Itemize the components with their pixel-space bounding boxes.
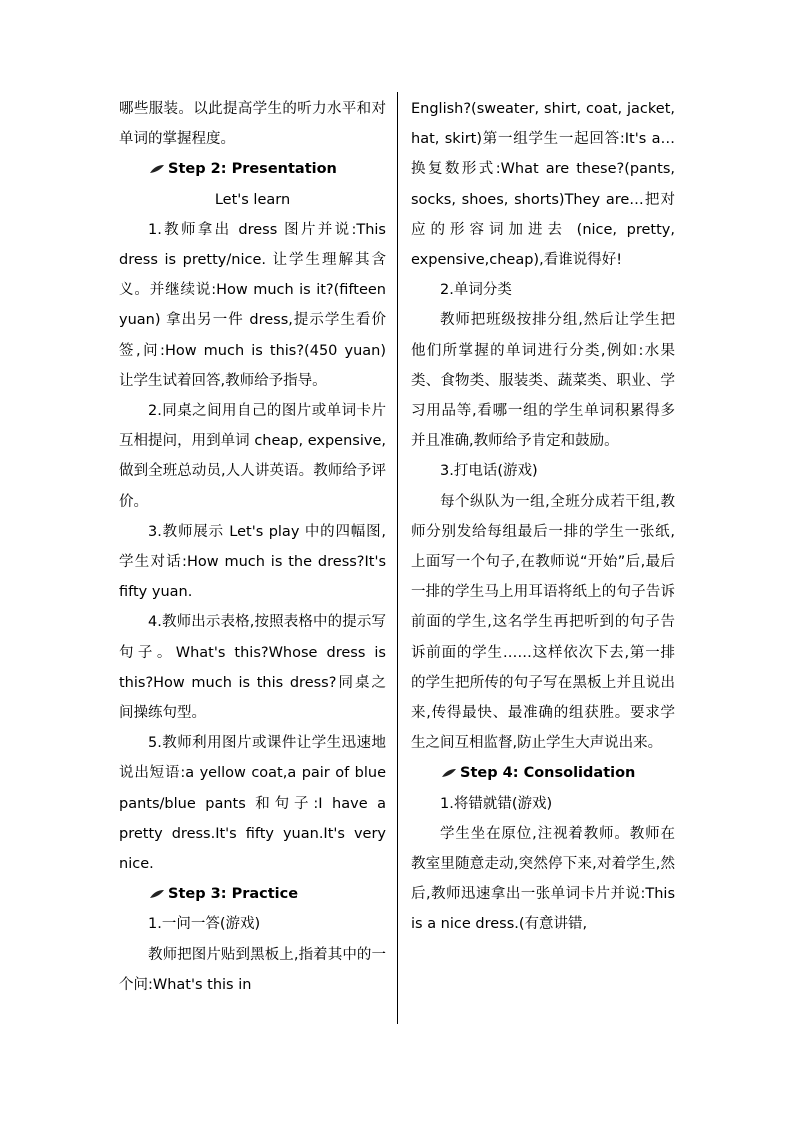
paragraph: 教师把班级按排分组,然后让学生把他们所掌握的单词进行分类,例如:水果类、食物类、服装类、蔬菜类、职业、学习用品等,看哪一组的学生单词积累得多并且准确,教师给予肯定和鼓励。 (411, 312, 675, 450)
paragraph: 5.教师利用图片或课件让学生迅速地说出短语:a yellow coat,a pair of blue pants/blue pants 和句子:I have a pretty dress.It's fifty yuan.It's very nice. (119, 735, 386, 873)
leaf-icon (149, 164, 165, 174)
leaf-icon (149, 889, 165, 899)
paragraph: 3.打电话(游戏) (440, 463, 538, 480)
step4-title: Step 4: Consolidation (460, 765, 636, 782)
paragraph: English?(sweater, shirt, coat, jacket, hat, skirt)第一组学生一起回答:It's a…换复数形式:What are these?(pants, socks, shoes, shorts)They are…把对应的形容词加进去 (nice, pretty, expensive,cheap),看谁说得好! (411, 101, 675, 269)
paragraph: 2.单词分类 (440, 282, 512, 299)
step-heading (119, 879, 386, 909)
column-divider (397, 92, 398, 1024)
right-column (411, 94, 675, 940)
paragraph: 每个纵队为一组,全班分成若干组,教师分别发给每组最后一排的学生一张纸,上面写一个句子,在教师说“开始”后,最后一排的学生马上用耳语将纸上的句子告诉前面的学生,这名学生再把听到的句子告诉前面的学生……这样依次下去,第一排的学生把所传的句子写在黑板上并且说出来,传得最快、最准确的组获胜。要求学生之间互相监督,防止学生大声说出来。 (411, 493, 675, 752)
step-heading (119, 154, 386, 184)
paragraph: 哪些服装。以此提高学生的听力水平和对单词的掌握程度。 (119, 101, 386, 148)
paragraph: 1.教师拿出 dress 图片并说:This dress is pretty/nice. 让学生理解其含义。并继续说:How much is it?(fifteen yuan) 拿出另一件 dress,提示学生看价签,问:How much is this?(450 yuan) 让学生试着回答,教师给予指导。 (119, 221, 386, 389)
paragraph: 3.教师展示 Let's play 中的四幅图,学生对话:How much is the dress?It's fifty yuan. (119, 523, 386, 601)
paragraph: 1.将错就错(游戏) (440, 795, 553, 812)
paragraph: 2.同桌之间用自己的图片或单词卡片互相提问，用到单词 cheap, expensive,做到全班总动员,人人讲英语。教师给予评价。 (119, 403, 386, 510)
step3-title: Step 3: Practice (168, 886, 299, 903)
step2-title: Step 2: Presentation (168, 161, 337, 178)
section-subtitle: Let's learn (214, 191, 291, 208)
paragraph: 1.一问一答(游戏) (148, 916, 261, 933)
paragraph: 4.教师出示表格,按照表格中的提示写句子。What's this?Whose dress is this?How much is this dress?同桌之间操练句型。 (119, 614, 386, 722)
step-heading (411, 758, 675, 788)
leaf-icon (441, 768, 457, 778)
paragraph: 教师把图片贴到黑板上,指着其中的一个问:What's this in (119, 946, 386, 993)
paragraph: 学生坐在原位,注视着教师。教师在教室里随意走动,突然停下来,对着学生,然后,教师迅速拿出一张单词卡片并说:This is a nice dress.(有意讲错, (411, 825, 675, 933)
left-column (119, 94, 386, 1000)
